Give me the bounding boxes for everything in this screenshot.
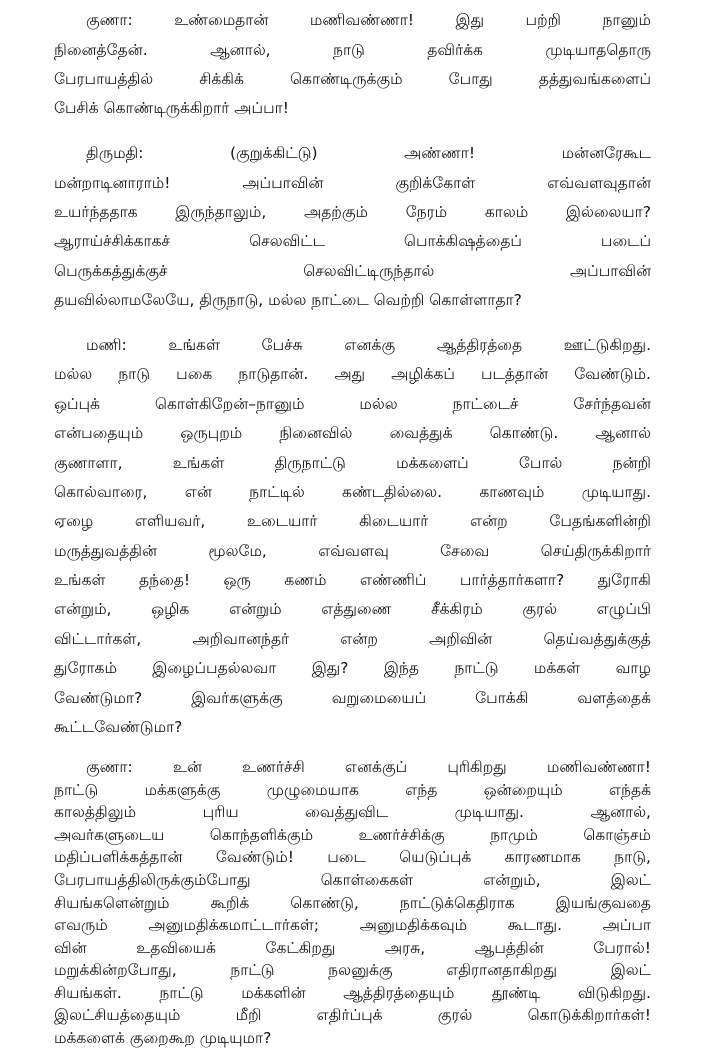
text-line: கொல்வாரை, என் நாட்டில் கண்டதில்லை. காணவும் முடியாது. [54, 483, 651, 501]
text-line: மன்றாடினாராம்! அப்பாவின் குறிக்கோள் எவ்வளவுதான் [54, 174, 651, 192]
text-line: வேண்டுமா? இவர்களுக்கு வறுமையைப் போக்கி வளத்தைக் [54, 689, 651, 707]
text-line: வின் உதவியைக் கேட்கிறது அரசு, ஆபத்தின் பேரால்! [54, 939, 651, 957]
text-line: அவர்களுடைய கொந்தளிக்கும் உணர்ச்சிக்கு நாமும் கொஞ்சம் [54, 826, 651, 844]
text-line: தயவில்லாமலேயே, திருநாடு, மல்ல நாட்டை வெற்றி கொள்ளாதா? [54, 291, 522, 309]
text-line: பேசிக் கொண்டிருக்கிறார் அப்பா! [54, 99, 289, 117]
text-line: உயர்ந்ததாக இருந்தாலும், அதற்கும் நேரம் காலம் இல்லையா? [54, 203, 651, 221]
text-line: நாட்டு மக்களுக்கு முழுமையாக எந்த ஒன்றையும் எந்தக் [54, 781, 651, 799]
text-line: கூட்டவேண்டுமா? [54, 718, 183, 736]
text-line: மருத்துவத்தின் மூலமே, எவ்வளவு சேவை செய்திருக்கிறார் [54, 542, 651, 560]
text-line: குணாளா, உங்கள் திருநாட்டு மக்களைப் போல் நன்றி [54, 454, 651, 472]
text-line: பேரபாயத்தில் சிக்கிக் கொண்டிருக்கும் போது தத்துவங்களைப் [54, 70, 651, 88]
text-line: ஆராய்ச்சிக்காகச் செலவிட்ட பொக்கிஷத்தைப் படைப் [54, 232, 651, 250]
text-line: ஏழை எளியவர், உடையார் கிடையார் என்ற பேதங்களின்றி [54, 512, 651, 530]
text-line: மறுக்கின்றபோது, நாட்டு நலனுக்கு எதிரானதாகிறது இலட் [54, 961, 651, 979]
text-line: குணா: உன் உணர்ச்சி எனக்குப் புரிகிறது மணிவண்ணா! [86, 758, 651, 776]
text-line: காலத்திலும் புரிய வைத்துவிட முடியாது. ஆனால், [54, 803, 651, 821]
text-line: ஒப்புக் கொள்கிறேன்–நானும் மல்ல நாட்டைச் சேர்ந்தவன் [54, 395, 651, 413]
text-line: என்பதையும் ஒருபுறம் நினைவில் வைத்துக் கொண்டு. ஆனால் [54, 424, 651, 442]
text-line: மல்ல நாடு பகை நாடுதான். அது அழிக்கப் படத்தான் வேண்டும். [54, 365, 651, 383]
text-line: துரோகம் இழைப்பதல்லவா இது? இந்த நாட்டு மக்கள் வாழ [54, 659, 651, 677]
text-line: சியங்களென்றும் கூறிக் கொண்டு, நாட்டுக்கெதிராக இயங்குவதை [54, 894, 651, 912]
text-line: மதிப்பளிக்கத்தான் வேண்டும்! படை யெடுப்புக் காரணமாக நாடு, [54, 848, 651, 866]
text-line: சியங்கள். நாட்டு மக்களின் ஆத்திரத்தையும் தூண்டி விடுகிறது. [54, 984, 651, 1002]
text-line: விட்டார்கள், அறிவானந்தர் என்ற அறிவின் தெய்வத்துக்குத் [54, 630, 651, 648]
text-line: பேரபாயத்திலிருக்கும்போது கொள்கைகள் என்றும், இலட் [54, 871, 651, 889]
text-line: உங்கள் தந்தை! ஒரு கணம் எண்ணிப் பார்த்தார்களா? துரோகி [54, 571, 651, 589]
text-line: மணி: உங்கள் பேச்சு எனக்கு ஆத்திரத்தை ஊட்டுகிறது. [86, 336, 651, 354]
text-line: நினைத்தேன். ஆனால், நாடு தவிர்க்க முடியாததொரு [54, 41, 651, 59]
text-line: என்றும், ஒழிக என்றும் எத்துணை சீக்கிரம் குரல் எழுப்பி [54, 600, 651, 618]
text-line: திருமதி: (குறுக்கிட்டு) அண்ணா! மன்னரேகூட [86, 144, 651, 162]
text-line: இலட்சியத்தையும் மீறி எதிர்ப்புக் குரல் கொடுக்கிறார்கள்! [54, 1006, 651, 1024]
text-line: மக்களைக் குறைகூற முடியுமா? [54, 1029, 272, 1047]
text-line: குணா: உண்மைதான் மணிவண்ணா! இது பற்றி நானும் [86, 11, 651, 29]
text-line: பெருக்கத்துக்குச் செலவிட்டிருந்தால் அப்பாவின் [54, 262, 651, 280]
text-line: எவரும் அனுமதிக்கமாட்டார்கள்; அனுமதிக்கவும் கூடாது. அப்பா [54, 916, 651, 934]
